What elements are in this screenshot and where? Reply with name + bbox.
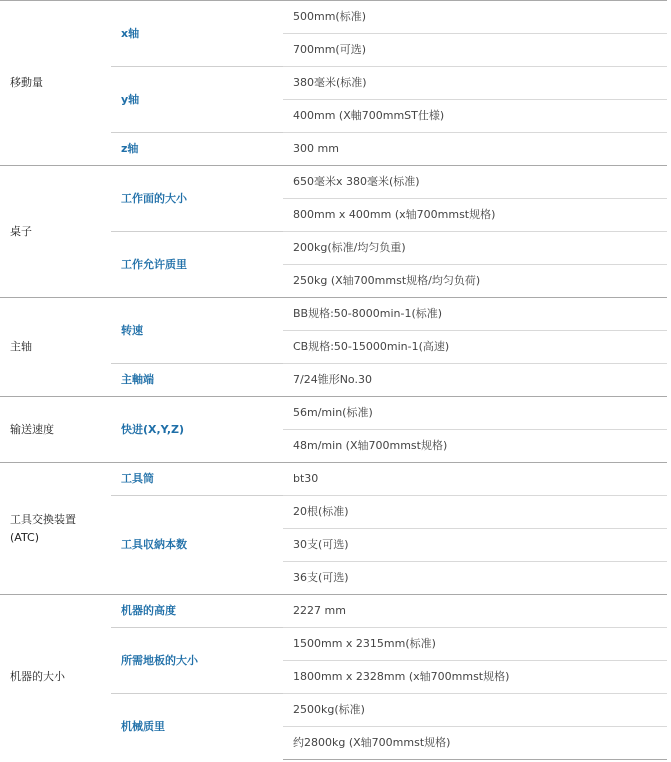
subcategory-cell [111, 595, 283, 628]
subcategory-cell [111, 364, 283, 397]
subcategory-label: 工作面的大小 [121, 191, 187, 205]
value-cell: bt30 [283, 463, 667, 496]
subcategory-label: x轴 [121, 26, 140, 40]
category-cell [0, 166, 111, 298]
value-cell: 500mm(标准) [283, 1, 667, 34]
subcategory-label: 转速 [121, 323, 143, 337]
subcategory-cell [111, 463, 283, 496]
category-cell [0, 595, 111, 760]
subcategory-label: 主軸端 [121, 373, 154, 386]
category-cell [0, 463, 111, 595]
spec-row [0, 166, 667, 199]
category-label: 机器的大小 [10, 670, 65, 684]
category-cell [0, 298, 111, 397]
value-cell: 30支(可选) [283, 529, 667, 562]
spec-row [0, 397, 667, 430]
subcategory-cell [111, 67, 283, 133]
value-cell: 380毫米(标准) [283, 67, 667, 100]
spec-row [0, 595, 667, 628]
subcategory-cell [111, 397, 283, 463]
value-cell: 48m/min (X轴700mmst规格) [283, 430, 667, 463]
value-cell: 20根(标准) [283, 496, 667, 529]
value-cell: 36支(可选) [283, 562, 667, 595]
category-label: 主轴 [10, 340, 32, 353]
value-cell: 700mm(可选) [283, 34, 667, 67]
subcategory-cell [111, 628, 283, 694]
subcategory-label: 机械质里 [121, 719, 165, 733]
spec-row [0, 1, 667, 34]
value-cell: 400mm (X軸700mmST仕様) [283, 100, 667, 133]
category-label: 输送速度 [10, 422, 54, 436]
value-cell: 250kg (X轴700mmst规格/均匀负荷) [283, 265, 667, 298]
category-cell [0, 397, 111, 463]
value-cell: 2227 mm [283, 595, 667, 628]
subcategory-cell [111, 166, 283, 232]
value-cell: 1800mm x 2328mm (x轴700mmst规格) [283, 661, 667, 694]
value-cell: 650毫米x 380毫米(标准) [283, 166, 667, 199]
value-cell: CB规格:50-15000min-1(高速) [283, 331, 667, 364]
subcategory-label: 机器的高度 [121, 604, 176, 617]
subcategory-label: 工作允许质里 [121, 257, 187, 271]
subcategory-cell [111, 1, 283, 67]
value-cell: 300 mm [283, 133, 667, 166]
subcategory-label: 工具筒 [121, 472, 154, 485]
value-cell: 1500mm x 2315mm(标准) [283, 628, 667, 661]
subcategory-cell [111, 694, 283, 760]
subcategory-cell [111, 496, 283, 595]
spec-table-body [0, 1, 667, 760]
value-cell: 约2800kg (X轴700mmst规格) [283, 727, 667, 760]
subcategory-label: 快进(X,Y,Z) [121, 422, 185, 436]
subcategory-label: 所需地板的大小 [121, 653, 198, 667]
value-cell: 56m/min(标准) [283, 397, 667, 430]
subcategory-label: z轴 [121, 142, 139, 155]
subcategory-cell [111, 133, 283, 166]
value-cell: BB规格:50-8000min-1(标准) [283, 298, 667, 331]
category-label: 移動量 [10, 76, 43, 89]
value-cell: 2500kg(标准) [283, 694, 667, 727]
category-label: 桌子 [10, 224, 32, 238]
subcategory-label: y轴 [121, 92, 140, 106]
subcategory-label: 工具収納本数 [121, 538, 187, 551]
spec-row [0, 463, 667, 496]
value-cell: 7/24锥形No.30 [283, 364, 667, 397]
category-label-line: (ATC) [10, 530, 40, 544]
category-cell [0, 1, 111, 166]
spec-row [0, 298, 667, 331]
subcategory-cell [111, 298, 283, 364]
category-label-line: 工具交換装置 [10, 512, 76, 526]
value-cell: 800mm x 400mm (x轴700mmst规格) [283, 199, 667, 232]
subcategory-cell [111, 232, 283, 298]
value-cell: 200kg(标准/均匀负重) [283, 232, 667, 265]
